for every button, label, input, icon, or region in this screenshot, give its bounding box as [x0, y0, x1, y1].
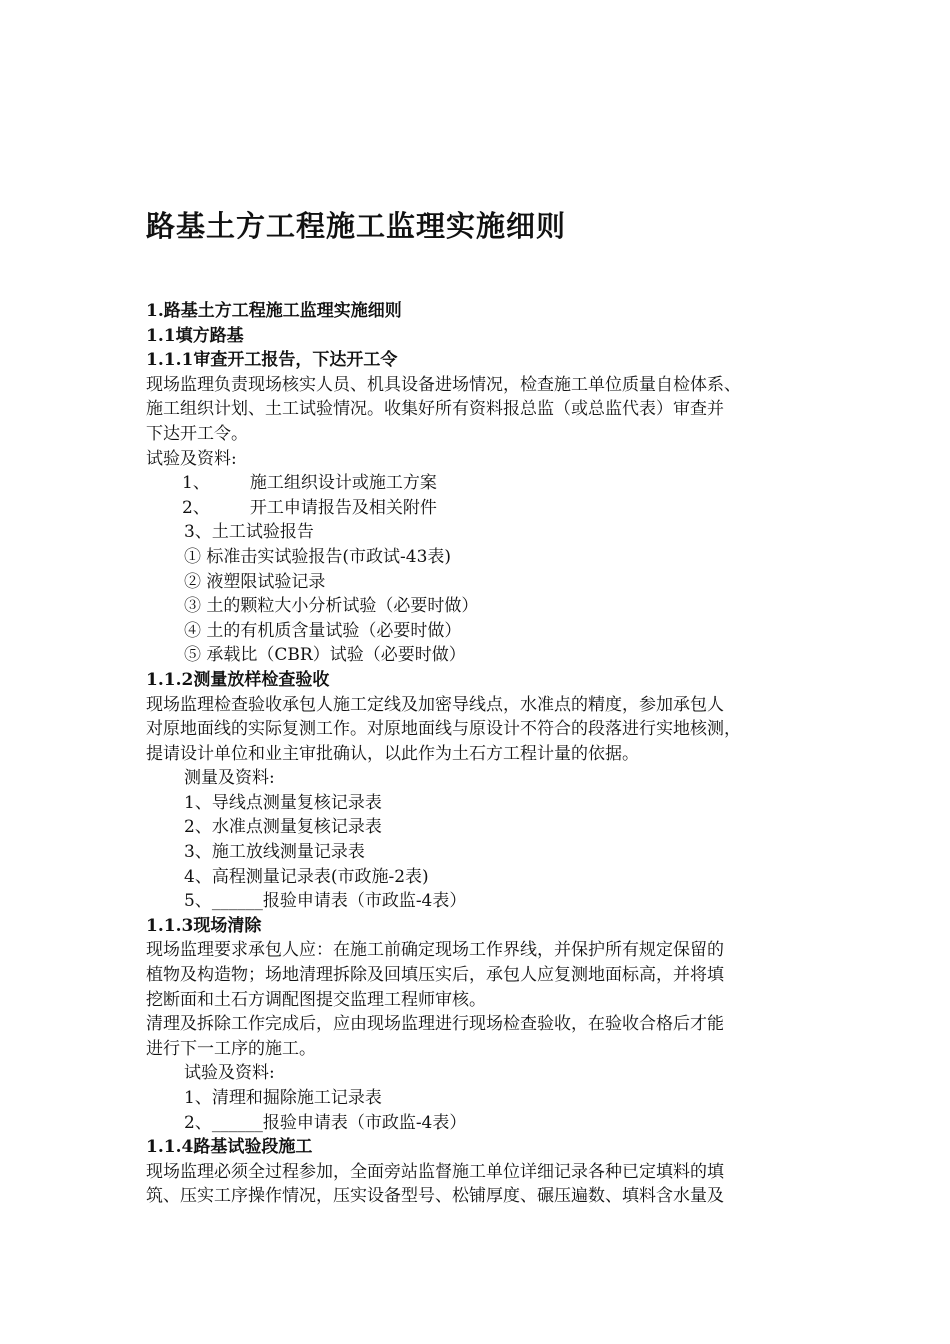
body-line: 下达开工令。	[146, 423, 248, 444]
list-item: 测量及资料:	[184, 768, 275, 789]
list-number: 1、	[182, 473, 210, 494]
body-line: 提请设计单位和业主审批确认，以此作为土石方工程计量的依据。	[146, 743, 639, 764]
list-text: 施工组织设计或施工方案	[249, 473, 437, 494]
document-title: 路基土方工程施工监理实施细则	[146, 209, 567, 243]
list-item: 试验及资料:	[184, 1063, 275, 1084]
body-line: 清理及拆除工作完成后，应由现场监理进行现场检查验收，在验收合格后才能	[146, 1014, 724, 1035]
list-item: ③ 土的颗粒大小分析试验（必要时做）	[184, 596, 479, 617]
body-line: 现场监理检查验收承包人施工定线及加密导线点，水准点的精度，参加承包人	[146, 694, 724, 715]
list-item	[146, 471, 826, 496]
list-item: 2、______报验申请表（市政监-4表）	[184, 1112, 467, 1133]
list-text: 开工申请报告及相关附件	[249, 497, 437, 518]
section-heading: 1.1.3现场清除	[146, 915, 262, 936]
body-line: 挖断面和土石方调配图提交监理工程师审核。	[146, 989, 486, 1010]
document-body	[146, 299, 826, 1209]
list-item: ② 液塑限试验记录	[184, 571, 326, 592]
body-line: 进行下一工序的施工。	[146, 1038, 316, 1059]
section-heading: 1.1.2测量放样检查验收	[146, 669, 330, 690]
section-heading: 1.1.1审查开工报告，下达开工令	[146, 350, 398, 371]
section-heading: 1.1填方路基	[146, 325, 244, 346]
body-line: 试验及资料:	[146, 448, 237, 469]
list-item: ① 标准击实试验报告(市政试-43表)	[184, 546, 452, 567]
list-item: 1、清理和掘除施工记录表	[184, 1088, 382, 1108]
section-heading: 1.1.4路基试验段施工	[146, 1137, 313, 1158]
body-line: 现场监理要求承包人应：在施工前确定现场工作界线，并保护所有规定保留的	[146, 940, 724, 961]
list-item: 5、______报验申请表（市政监-4表）	[184, 891, 467, 912]
body-line: 对原地面线的实际复测工作。对原地面线与原设计不符合的段落进行实地核测，	[146, 719, 741, 740]
body-line: 施工组织计划、土工试验情况。收集好所有资料报总监（或总监代表）审查并	[146, 399, 724, 420]
list-item	[146, 496, 826, 521]
list-item: ⑤ 承载比（CBR）试验（必要时做）	[184, 645, 466, 666]
list-item: 2、水准点测量复核记录表	[184, 817, 382, 838]
body-line: 植物及构造物；场地清理拆除及回填压实后，承包人应复测地面标高，并将填	[146, 965, 724, 986]
body-line: 现场监理必须全过程参加，全面旁站监督施工单位详细记录各种已定填料的填	[146, 1161, 724, 1182]
list-item: ④ 土的有机质含量试验（必要时做）	[184, 620, 462, 641]
list-item: 3、施工放线测量记录表	[184, 842, 365, 863]
body-line: 现场监理负责现场核实人员、机具设备进场情况，检查施工单位质量自检体系、	[146, 374, 741, 395]
list-item: 3、土工试验报告	[184, 522, 314, 543]
section-heading: 1.路基土方工程施工监理实施细则	[146, 301, 402, 321]
list-number: 2、	[182, 497, 210, 518]
body-line: 筑、压实工序操作情况，压实设备型号、松铺厚度、碾压遍数、填料含水量及	[146, 1186, 724, 1207]
list-item: 4、高程测量记录表(市政施-2表)	[184, 866, 429, 887]
list-item: 1、导线点测量复核记录表	[184, 792, 382, 813]
